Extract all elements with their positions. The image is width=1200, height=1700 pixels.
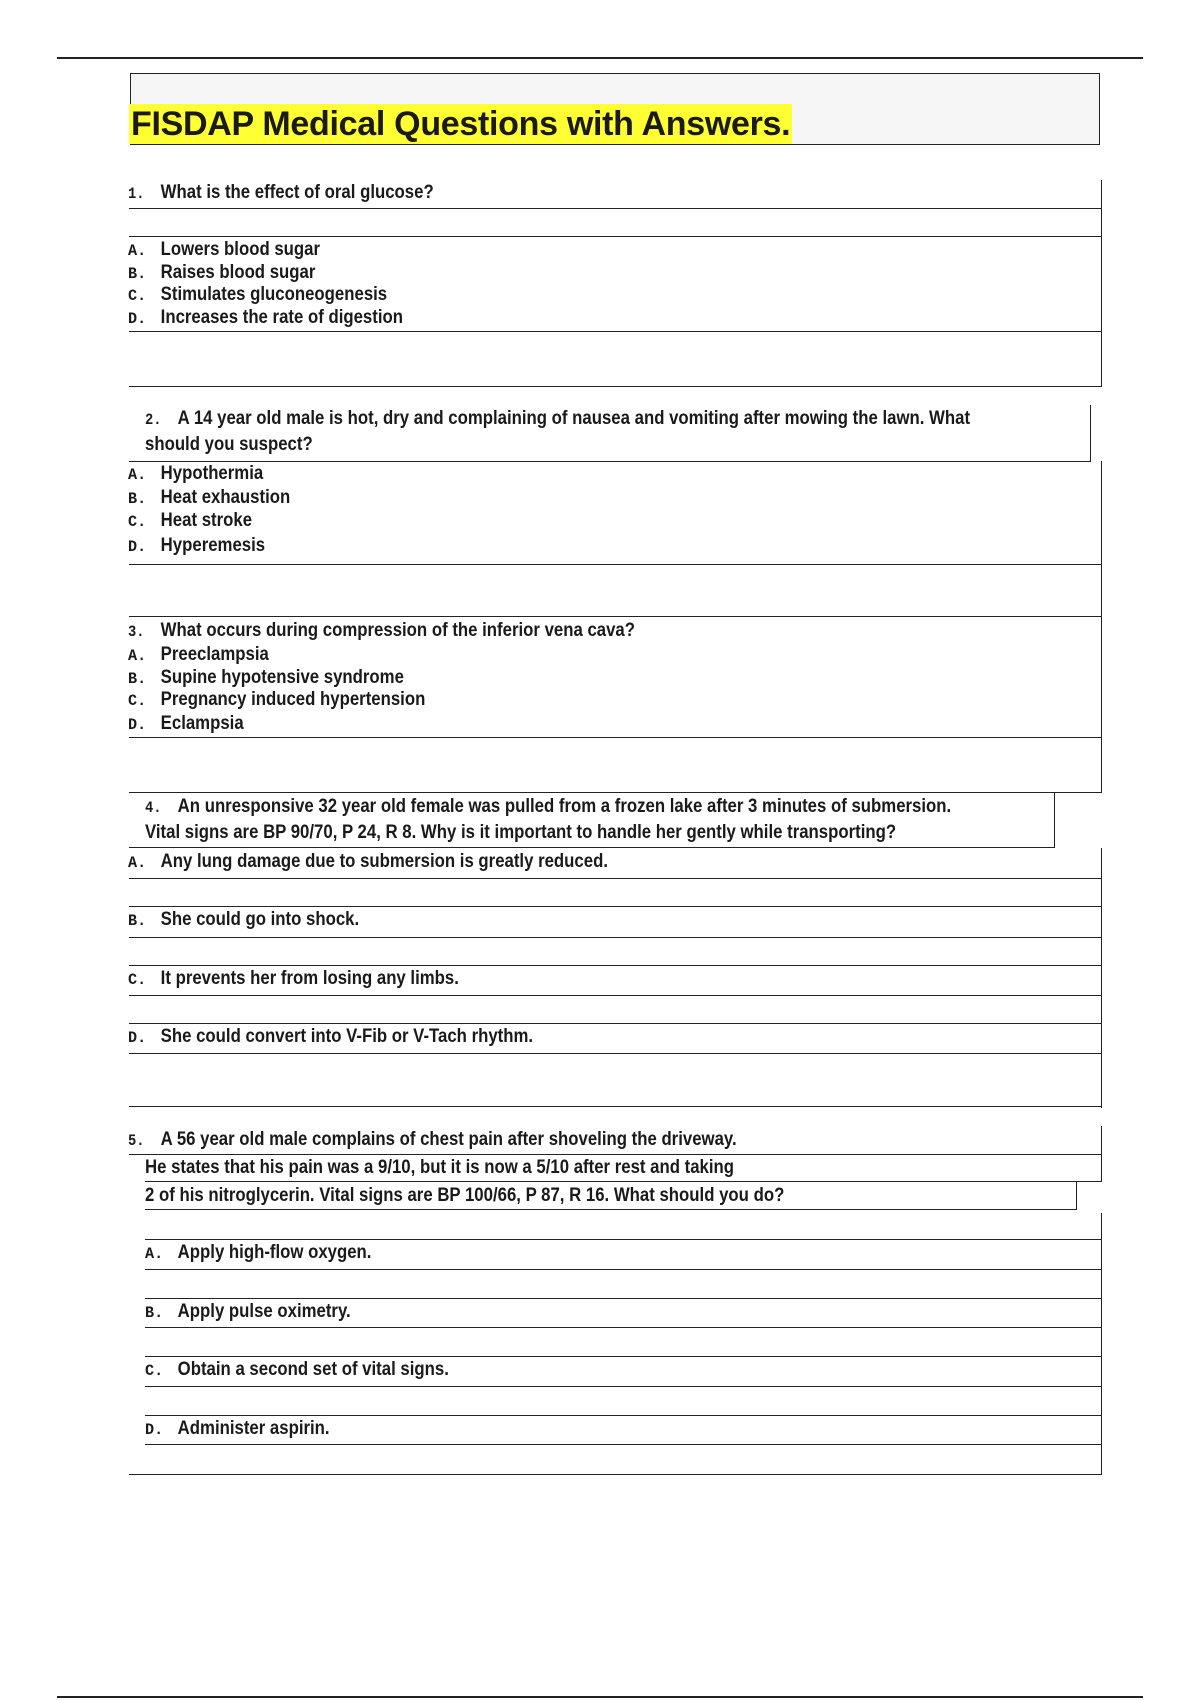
option-letter: A.	[128, 647, 147, 665]
option-a[interactable]	[128, 462, 263, 487]
option-text: Apply pulse oximetry.	[177, 1300, 351, 1322]
option-text: Any lung damage due to submersion is greatly reduced.	[160, 850, 608, 872]
question-text: A 14 year old male is hot, dry and complaining of nausea and vomiting after mowing the lawn. What	[177, 407, 971, 429]
option-d[interactable]	[128, 306, 403, 331]
question-4-stem-line2: Vital signs are BP 90/70, P 24, R 8. Why is it important to handle her gently while transporting?	[145, 821, 897, 843]
option-c[interactable]	[128, 509, 252, 534]
question-number: 3.	[128, 623, 145, 641]
option-d[interactable]	[128, 534, 265, 559]
option-text: Heat exhaustion	[160, 486, 291, 508]
question-5-stem-line3: 2 of his nitroglycerin. Vital signs are BP 100/66, P 87, R 16. What should you do?	[145, 1184, 785, 1206]
option-text: Heat stroke	[160, 509, 253, 531]
question-number: 2.	[145, 411, 162, 429]
option-letter: B.	[128, 265, 147, 283]
option-letter: D.	[128, 538, 147, 556]
option-letter: A.	[145, 1245, 164, 1263]
option-c[interactable]	[145, 1358, 449, 1383]
option-text: Supine hypotensive syndrome	[160, 666, 404, 688]
option-text: Administer aspirin.	[177, 1417, 330, 1439]
question-text: An unresponsive 32 year old female was pulled from a frozen lake after 3 minutes of submersion.	[177, 795, 952, 817]
option-a[interactable]	[128, 850, 608, 875]
option-text: Increases the rate of digestion	[160, 306, 403, 328]
option-letter: C.	[128, 287, 147, 305]
option-text: Hypothermia	[160, 462, 264, 484]
option-d[interactable]	[128, 1025, 533, 1050]
option-letter: D.	[128, 1029, 147, 1047]
option-text: Apply high-flow oxygen.	[177, 1241, 372, 1263]
option-a[interactable]	[128, 238, 320, 263]
option-text: Eclampsia	[160, 712, 244, 734]
option-text: Pregnancy induced hypertension	[160, 688, 426, 710]
option-letter: D.	[128, 716, 147, 734]
option-text: Raises blood sugar	[160, 261, 316, 283]
option-text: Lowers blood sugar	[160, 238, 321, 260]
option-letter: D.	[145, 1421, 164, 1439]
question-2-stem-line1	[145, 407, 970, 432]
option-c[interactable]	[128, 688, 425, 713]
question-text: A 56 year old male complains of chest pain after shoveling the driveway.	[160, 1128, 737, 1150]
option-c[interactable]	[128, 283, 387, 308]
option-letter: C.	[145, 1362, 164, 1380]
question-4-stem-line1	[145, 795, 951, 820]
option-letter: A.	[128, 466, 147, 484]
option-text: She could convert into V-Fib or V-Tach rhythm.	[160, 1025, 534, 1047]
page-top-rule	[57, 57, 1143, 59]
option-letter: B.	[128, 912, 147, 930]
option-d[interactable]	[145, 1417, 330, 1442]
document-title: FISDAP Medical Questions with Answers.	[131, 105, 791, 143]
option-text: She could go into shock.	[160, 908, 360, 930]
option-letter: C.	[128, 971, 147, 989]
question-5-stem-line2: He states that his pain was a 9/10, but it is now a 5/10 after rest and taking	[145, 1156, 735, 1178]
option-letter: A.	[128, 854, 147, 872]
option-b[interactable]	[145, 1300, 351, 1325]
question-1-stem	[128, 181, 434, 206]
question-text: What is the effect of oral glucose?	[160, 181, 434, 203]
option-letter: C.	[128, 692, 147, 710]
option-a[interactable]	[128, 643, 269, 668]
question-number: 1.	[128, 185, 145, 203]
option-text: Hyperemesis	[160, 534, 266, 556]
question-number: 5.	[128, 1132, 145, 1150]
option-letter: A.	[128, 242, 147, 260]
question-3-stem	[128, 619, 635, 644]
question-number: 4.	[145, 799, 162, 817]
option-letter: C.	[128, 513, 147, 531]
option-text: Stimulates gluconeogenesis	[160, 283, 388, 305]
option-text: Preeclampsia	[160, 643, 269, 665]
page-bottom-rule	[57, 1696, 1143, 1698]
question-2-stem-line2: should you suspect?	[145, 433, 313, 455]
option-a[interactable]	[145, 1241, 371, 1266]
option-text: Obtain a second set of vital signs.	[177, 1358, 449, 1380]
question-text: What occurs during compression of the inferior vena cava?	[160, 619, 636, 641]
option-d[interactable]	[128, 712, 244, 737]
option-letter: B.	[128, 490, 147, 508]
question-5-stem-line1	[128, 1128, 737, 1153]
option-c[interactable]	[128, 967, 459, 992]
option-letter: B.	[128, 670, 147, 688]
option-letter: D.	[128, 310, 147, 328]
option-letter: B.	[145, 1304, 164, 1322]
option-b[interactable]	[128, 908, 359, 933]
option-text: It prevents her from losing any limbs.	[160, 967, 459, 989]
option-b[interactable]	[128, 486, 290, 511]
